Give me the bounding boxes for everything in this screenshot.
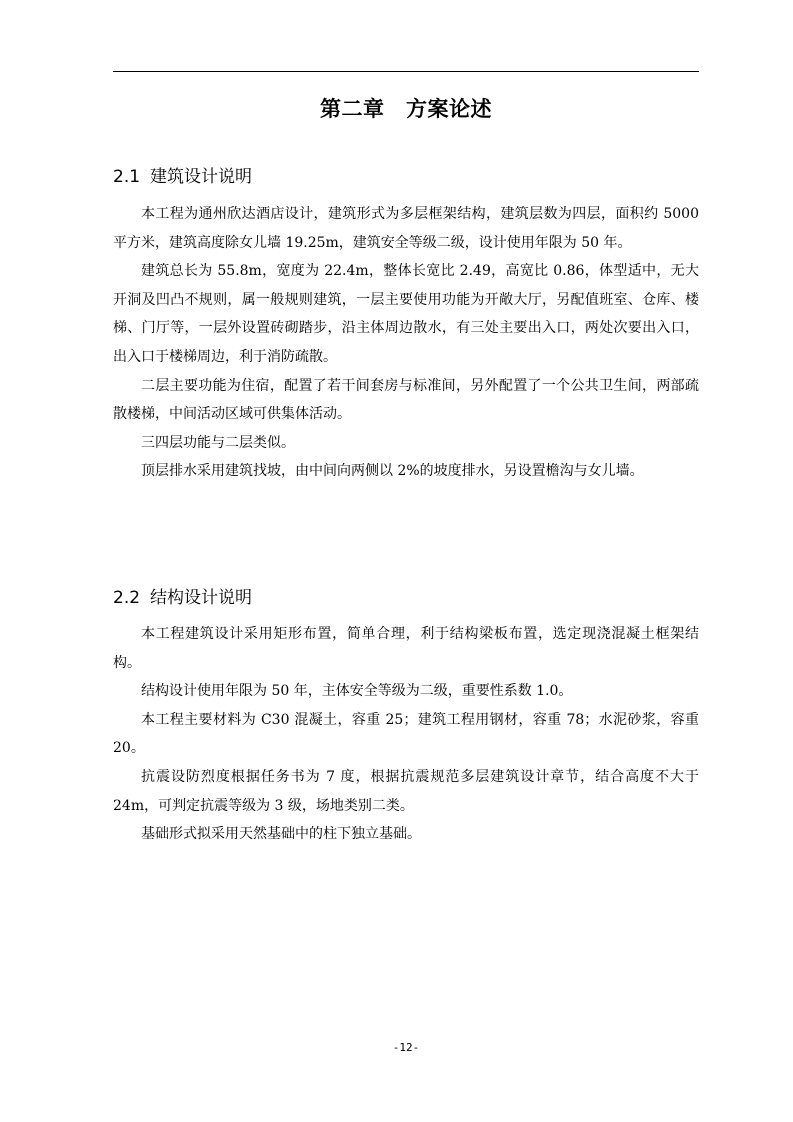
section-number: 2.1: [113, 167, 141, 187]
paragraph: 本工程建筑设计采用矩形布置，简单合理，利于结构梁板布置，选定现浇混凝土框架结构。: [113, 626, 699, 671]
paragraph: 基础形式拟采用天然基础中的柱下独立基础。: [141, 826, 421, 843]
section-number: 2.2: [113, 588, 141, 608]
section-title: 建筑设计说明: [150, 167, 253, 187]
chapter-title: 第二章 方案论述: [320, 97, 492, 121]
header-rule: [113, 71, 699, 72]
page-number: -12-: [392, 1041, 420, 1054]
paragraph: 三四层功能与二层类似。: [141, 434, 295, 451]
paragraph: 本工程主要材料为 C30 混凝土，容重 25；建筑工程用钢材，容重 78；水泥砂浆，容重 20。: [113, 711, 699, 757]
section-body-2-2: [113, 620, 699, 849]
section-heading-2-1: [113, 164, 699, 190]
section-body-2-1: [113, 200, 699, 486]
section-heading-2-2: [113, 585, 699, 611]
paragraph: 二层主要功能为住宿，配置了若干间套房与标准间，另外配置了一个公共卫生间，两部疏散楼梯，中间活动区域可供集体活动。: [113, 377, 699, 423]
paragraph: 建筑总长为 55.8m，宽度为 22.4m，整体长宽比 2.49，高宽比 0.86，体型适中，无大开洞及凹凸不规则，属一般规则建筑，一层主要使用功能为开敞大厅，另配值班室、仓库、楼梯、门厅等，一层外设置砖砌踏步，沿主体周边散水，有三处主要出入口，两处次要出入口，出入口于楼梯周边，利于消防疏散。: [113, 263, 699, 365]
paragraph: 结构设计使用年限为 50 年，主体安全等级为二级，重要性系数 1.0。: [141, 683, 573, 700]
paragraph: 顶层排水采用建筑找坡，由中间向两侧以 2%的坡度排水，另设置檐沟与女儿墙。: [141, 463, 644, 480]
section-title: 结构设计说明: [150, 588, 253, 608]
paragraph: 抗震设防烈度根据任务书为 7 度，根据抗震规范多层建筑设计章节，结合高度不大于 24m，可判定抗震等级为 3 级，场地类别二类。: [113, 768, 699, 814]
paragraph: 本工程为通州欣达酒店设计，建筑形式为多层框架结构，建筑层数为四层，面积约 5000 平方米，建筑高度除女儿墙 19.25m，建筑安全等级二级，设计使用年限为 50 年。: [113, 206, 699, 251]
